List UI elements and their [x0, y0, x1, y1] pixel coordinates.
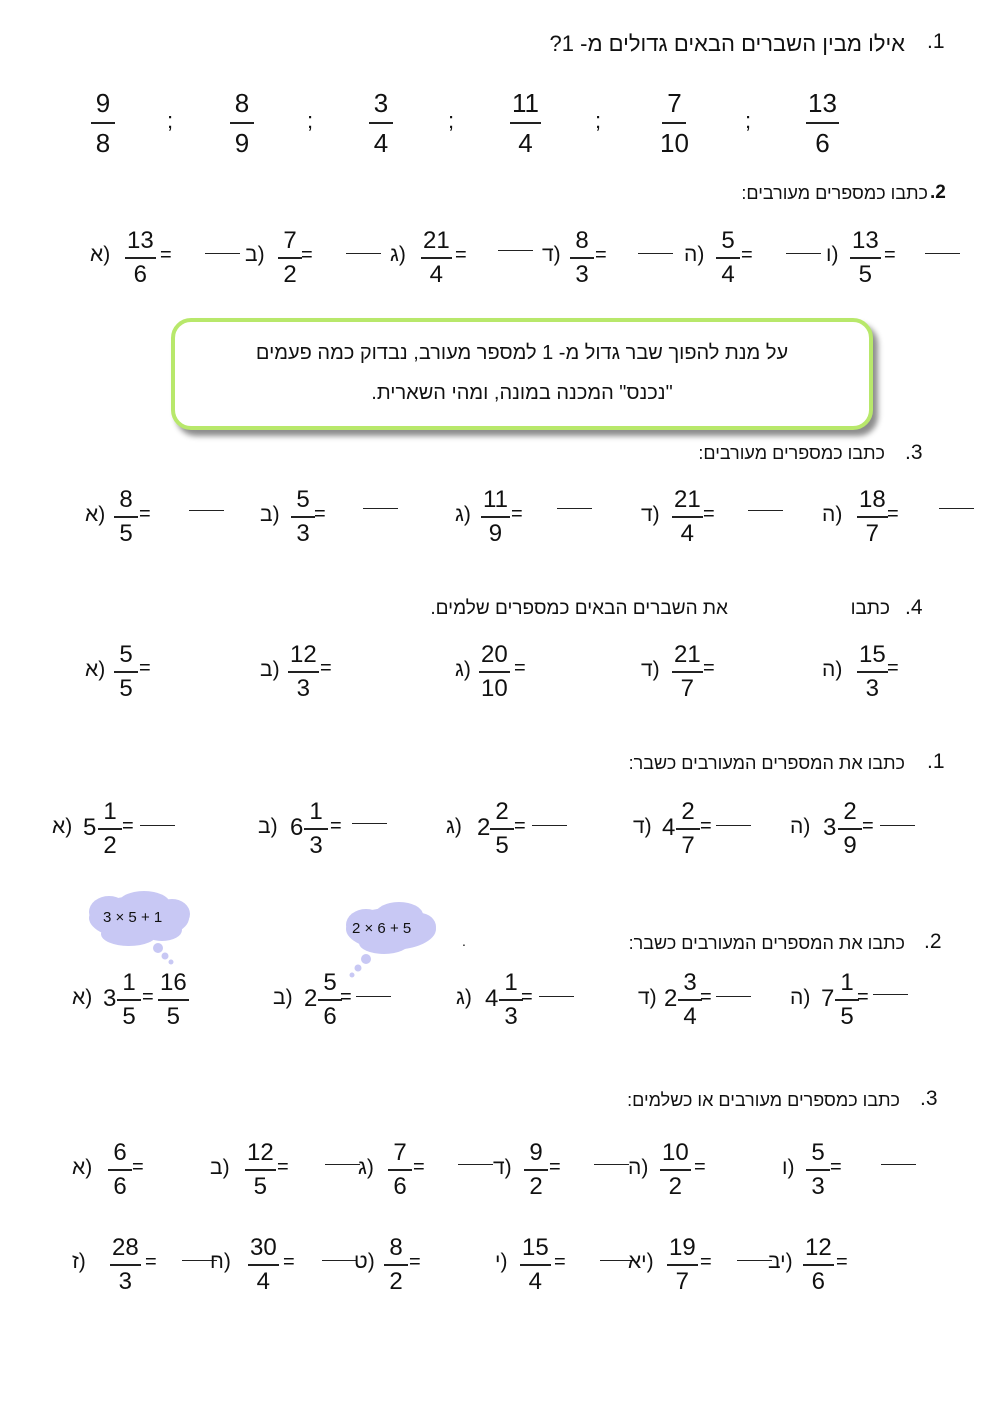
- fraction: $\frac{8}{9}$: [230, 90, 254, 156]
- question-text-a: כתבו: [850, 598, 890, 619]
- answer-fraction: $\frac{16}{5}$: [160, 969, 187, 1030]
- answer-blank[interactable]: [325, 1164, 360, 1165]
- equals-sign: =: [836, 1251, 848, 1273]
- equals-sign: =: [455, 244, 467, 266]
- equals-sign: =: [700, 986, 712, 1008]
- item-label: יא): [628, 1250, 654, 1273]
- whole-part: 4: [662, 814, 676, 841]
- answer-blank[interactable]: [786, 253, 821, 254]
- fraction: $\frac{7}{6}$: [388, 1141, 412, 1199]
- thought-cloud: [344, 901, 438, 981]
- equals-sign: =: [283, 1251, 295, 1273]
- question-text: כתבו את המספרים המעורבים כשבר:: [628, 753, 905, 773]
- answer-blank[interactable]: [322, 1260, 357, 1261]
- answer-blank[interactable]: [205, 253, 240, 254]
- item-label: ד): [638, 986, 657, 1009]
- separator: ;: [307, 108, 314, 133]
- fraction: $\frac{5}{3}$: [291, 488, 315, 546]
- fraction: $\frac{5}{5}$: [114, 643, 138, 701]
- equals-sign: =: [700, 815, 712, 837]
- answer-blank[interactable]: [140, 825, 175, 826]
- item-label: ג): [358, 1156, 374, 1179]
- fraction: $\frac{8}{5}$: [114, 488, 138, 546]
- separator: ;: [745, 108, 752, 133]
- item-label: ג): [455, 503, 471, 526]
- hint-text: 3 × 5 + 1: [103, 909, 163, 926]
- answer-blank[interactable]: [925, 253, 960, 254]
- equals-sign: =: [521, 986, 533, 1008]
- equals-sign: =: [160, 244, 172, 266]
- fraction: $\frac{15}{3}$: [859, 641, 886, 702]
- fraction: $\frac{12}{3}$: [290, 641, 317, 702]
- fraction: $\frac{28}{3}$: [112, 1234, 139, 1295]
- equals-sign: =: [413, 1156, 425, 1178]
- fraction: $\frac{9}{8}$: [91, 90, 115, 156]
- item-label: ב): [245, 243, 265, 266]
- equals-sign: =: [320, 657, 332, 679]
- whole-part: 6: [290, 814, 304, 841]
- fraction: $\frac{1}{5}$: [835, 971, 859, 1029]
- equals-sign: =: [862, 815, 874, 837]
- item-label: ג): [455, 658, 471, 681]
- item-label: ד): [542, 243, 561, 266]
- answer-blank[interactable]: [498, 250, 533, 251]
- equals-sign: =: [884, 244, 896, 266]
- separator: ;: [595, 108, 602, 133]
- item-label: ב): [260, 503, 280, 526]
- fraction: $\frac{21}{4}$: [674, 486, 701, 547]
- equals-sign: =: [409, 1251, 421, 1273]
- fraction: $\frac{6}{6}$: [108, 1141, 132, 1199]
- item-label: א): [90, 243, 111, 266]
- item-label: יב): [768, 1250, 793, 1273]
- item-label: י): [495, 1250, 508, 1273]
- fraction: $\frac{10}{2}$: [662, 1139, 689, 1200]
- item-label: ו): [826, 243, 839, 266]
- fraction: $\frac{1}{2}$: [98, 800, 122, 858]
- fraction: $\frac{2}{7}$: [676, 800, 700, 858]
- equals-sign: =: [741, 244, 753, 266]
- equals-sign: =: [830, 1156, 842, 1178]
- question-number: .4: [905, 596, 923, 619]
- fraction: $\frac{13}{6}$: [808, 88, 837, 158]
- item-label: ב): [258, 815, 278, 838]
- fraction: $\frac{8}{2}$: [384, 1236, 408, 1294]
- item-label: ב): [273, 986, 293, 1009]
- item-label: ד): [641, 658, 660, 681]
- question-number: .1: [927, 30, 945, 53]
- fraction: $\frac{30}{4}$: [250, 1234, 277, 1295]
- answer-blank[interactable]: [189, 510, 224, 511]
- answer-blank[interactable]: [458, 1164, 493, 1165]
- separator: ;: [167, 108, 174, 133]
- equals-sign: =: [145, 1251, 157, 1273]
- fraction: $\frac{12}{5}$: [247, 1139, 274, 1200]
- equals-sign: =: [514, 815, 526, 837]
- fraction: $\frac{9}{2}$: [524, 1141, 548, 1199]
- item-label: א): [85, 658, 106, 681]
- fraction: $\frac{15}{4}$: [522, 1234, 549, 1295]
- item-label: ד): [633, 815, 652, 838]
- equals-sign: =: [554, 1251, 566, 1273]
- fraction: $\frac{19}{7}$: [669, 1234, 696, 1295]
- equals-sign: =: [314, 503, 326, 525]
- question-text: כתבו כמספרים מעורבים:: [698, 443, 885, 463]
- answer-blank[interactable]: [352, 823, 387, 824]
- fraction: $\frac{5}{3}$: [806, 1141, 830, 1199]
- item-label: ח): [210, 1250, 231, 1273]
- fraction: $\frac{1}{3}$: [499, 971, 523, 1029]
- answer-blank[interactable]: [532, 825, 567, 826]
- equals-sign: =: [139, 657, 151, 679]
- item-label: ה): [628, 1156, 649, 1179]
- fraction: $\frac{2}{5}$: [490, 800, 514, 858]
- answer-blank[interactable]: [716, 825, 751, 826]
- whole-part: 7: [821, 985, 835, 1012]
- whole-part: 2: [477, 814, 491, 841]
- whole-part: 3: [823, 814, 837, 841]
- hint-text: 2 × 6 + 5: [352, 920, 412, 937]
- item-label: א): [72, 1156, 93, 1179]
- equals-sign: =: [514, 657, 526, 679]
- fraction: $\frac{11}{9}$: [483, 486, 508, 547]
- item-label: א): [85, 503, 106, 526]
- question-text: כתבו כמספרים מעורבים:: [741, 183, 928, 203]
- answer-blank[interactable]: [873, 994, 908, 995]
- equals-sign: =: [340, 986, 352, 1008]
- item-label: ג): [446, 815, 462, 838]
- fraction: $\frac{13}{6}$: [127, 227, 154, 288]
- fraction: $\frac{5}{6}$: [318, 971, 342, 1029]
- question-number: .1: [927, 750, 945, 773]
- equals-sign: =: [703, 657, 715, 679]
- answer-blank[interactable]: [881, 1164, 916, 1165]
- fraction: $\frac{3}{4}$: [369, 90, 393, 156]
- fraction: $\frac{7}{10}$: [660, 88, 689, 158]
- fraction: $\frac{18}{7}$: [859, 486, 886, 547]
- equals-sign: =: [857, 986, 869, 1008]
- fraction: $\frac{3}{4}$: [678, 971, 702, 1029]
- whole-part: 3: [103, 985, 117, 1012]
- fraction: $\frac{12}{6}$: [805, 1234, 832, 1295]
- question-text-b: את השברים הבאים כמספרים שלמים.: [430, 598, 728, 619]
- item-label: ב): [260, 658, 280, 681]
- fraction: $\frac{11}{4}$: [512, 88, 539, 158]
- item-label: א): [52, 815, 73, 838]
- answer-blank[interactable]: [716, 996, 751, 997]
- equals-sign: =: [277, 1156, 289, 1178]
- answer-blank[interactable]: [363, 508, 398, 509]
- whole-part: 2: [304, 985, 318, 1012]
- item-label: ה): [822, 658, 843, 681]
- answer-blank[interactable]: [748, 510, 783, 511]
- tip-line-2: "נכנס" המכנה במונה, ומהי השארית.: [371, 382, 673, 404]
- whole-part: 2: [664, 985, 678, 1012]
- tip-box: [171, 318, 873, 430]
- equals-sign: =: [694, 1156, 706, 1178]
- item-label: ב): [210, 1156, 230, 1179]
- item-label: ה): [790, 815, 811, 838]
- equals-sign: =: [122, 815, 134, 837]
- whole-part: 4: [485, 985, 499, 1012]
- item-label: ה): [684, 243, 705, 266]
- equals-sign: =: [887, 503, 899, 525]
- fraction: $\frac{13}{5}$: [852, 227, 879, 288]
- answer-blank[interactable]: [939, 508, 974, 509]
- fraction: $\frac{7}{2}$: [278, 229, 302, 287]
- answer-blank[interactable]: [880, 825, 915, 826]
- fraction: $\frac{2}{9}$: [838, 800, 862, 858]
- equals-sign: =: [595, 244, 607, 266]
- item-label: ג): [456, 986, 472, 1009]
- question-number: .3: [920, 1087, 938, 1110]
- question-number: .2: [924, 930, 942, 953]
- stray-dot: .: [462, 933, 466, 949]
- answer-blank[interactable]: [737, 1260, 772, 1261]
- item-label: א): [72, 986, 93, 1009]
- question-text: אילו מבין השברים הבאים גדולים מ- 1?: [549, 31, 905, 56]
- fraction: $\frac{1}{5}$: [117, 971, 141, 1029]
- question-text: כתבו כמספרים מעורבים או כשלמים:: [627, 1090, 900, 1110]
- equals-sign: =: [703, 503, 715, 525]
- separator: ;: [448, 108, 455, 133]
- fraction: $\frac{20}{10}$: [481, 641, 508, 702]
- tip-line-1: על מנת להפוך שבר גדול מ- 1 למספר מעורב, נבדוק כמה פעמים: [255, 342, 789, 364]
- item-label: ג): [390, 243, 406, 266]
- fraction: $\frac{1}{3}$: [304, 800, 328, 858]
- question-number: .3: [905, 441, 923, 464]
- item-label: ה): [790, 986, 811, 1009]
- equals-sign: =: [330, 815, 342, 837]
- equals-sign: =: [887, 657, 899, 679]
- answer-blank[interactable]: [557, 508, 592, 509]
- item-label: ד): [493, 1156, 512, 1179]
- item-label: ה): [822, 503, 843, 526]
- item-label: ז): [72, 1250, 86, 1273]
- equals-sign: =: [511, 503, 523, 525]
- thought-cloud: [84, 890, 194, 970]
- answer-blank[interactable]: [638, 253, 673, 254]
- equals-sign: =: [301, 244, 313, 266]
- item-label: ו): [782, 1156, 795, 1179]
- fraction: $\frac{5}{4}$: [716, 229, 740, 287]
- question-text: כתבו את המספרים המעורבים כשבר:: [628, 933, 905, 953]
- answer-blank[interactable]: [356, 996, 391, 997]
- fraction: $\frac{8}{3}$: [570, 229, 594, 287]
- answer-blank[interactable]: [346, 253, 381, 254]
- equals-sign: =: [132, 1156, 144, 1178]
- fraction: $\frac{21}{7}$: [674, 641, 701, 702]
- item-label: ד): [641, 503, 660, 526]
- answer-blank[interactable]: [539, 996, 574, 997]
- equals-sign: =: [549, 1156, 561, 1178]
- item-label: ט): [354, 1250, 375, 1273]
- fraction: $\frac{21}{4}$: [423, 227, 450, 288]
- equals-sign: =: [142, 986, 154, 1008]
- equals-sign: =: [139, 503, 151, 525]
- question-number: .2: [930, 182, 946, 203]
- equals-sign: =: [700, 1251, 712, 1273]
- whole-part: 5: [83, 814, 97, 841]
- answer-blank[interactable]: [594, 1164, 629, 1165]
